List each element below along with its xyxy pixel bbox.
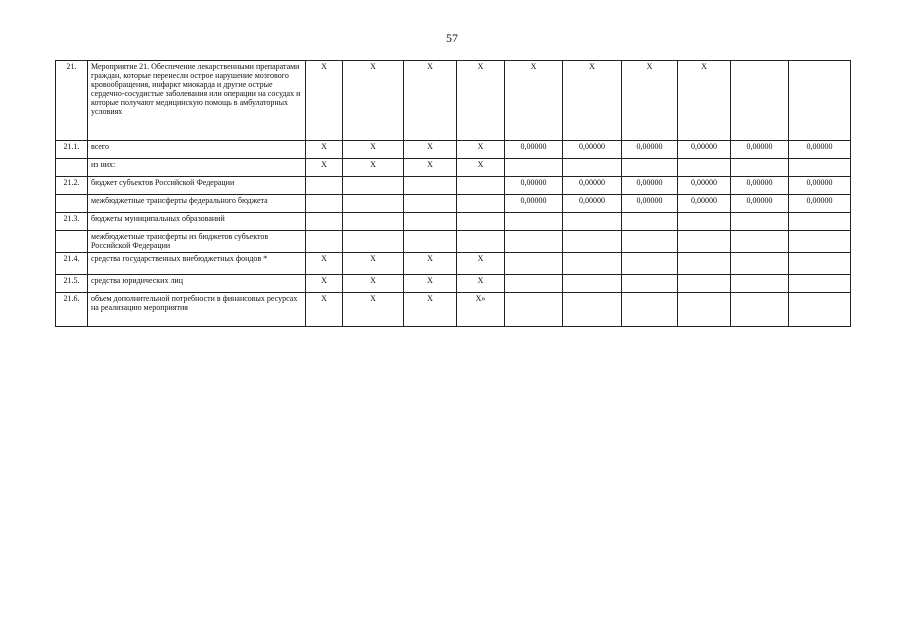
table-cell: 0,00000 <box>622 177 678 195</box>
row-title: из них: <box>88 159 306 177</box>
table-cell <box>404 213 457 231</box>
table-cell <box>789 293 851 327</box>
table-cell: 0,00000 <box>789 195 851 213</box>
table-cell <box>505 253 563 275</box>
table-cell: Х <box>622 61 678 141</box>
table-row <box>56 275 851 293</box>
table-cell <box>731 213 789 231</box>
table-cell <box>306 213 343 231</box>
table-cell <box>789 61 851 141</box>
row-title: средства государственных внебюджетных фондов * <box>88 253 306 275</box>
table-cell: Х <box>343 61 404 141</box>
table-cell: 0,00000 <box>678 141 731 159</box>
table-cell: 0,00000 <box>505 141 563 159</box>
table-cell: 0,00000 <box>563 177 622 195</box>
table-cell <box>457 231 505 253</box>
table-cell: 0,00000 <box>622 195 678 213</box>
table-cell: Х <box>306 293 343 327</box>
table-cell <box>622 253 678 275</box>
table-cell <box>306 177 343 195</box>
table-cell: Х <box>343 275 404 293</box>
table-cell: Х <box>457 61 505 141</box>
row-title: Мероприятие 21. Обеспечение лекарственными препаратами граждан, которые перенесли острое нарушение мозгового кровообращения, инфаркт миокарда и другие острые сердечно-сосудистые заболевания или операции на сосудах и которые получают медицинскую помощь в амбулаторных условиях <box>88 61 306 141</box>
table-cell <box>789 231 851 253</box>
table-cell <box>789 253 851 275</box>
table-cell: Х <box>457 275 505 293</box>
table-cell: 0,00000 <box>789 177 851 195</box>
table-cell: Х <box>306 275 343 293</box>
table-cell <box>306 195 343 213</box>
table-cell <box>678 293 731 327</box>
table-cell: Х <box>306 253 343 275</box>
row-number: 21.6. <box>56 293 88 327</box>
table-cell: 0,00000 <box>731 195 789 213</box>
table-cell <box>404 195 457 213</box>
table-cell <box>622 293 678 327</box>
table-cell: Х <box>457 253 505 275</box>
table-cell <box>457 177 505 195</box>
table-cell: Х <box>563 61 622 141</box>
table-cell <box>306 231 343 253</box>
table-cell: Х <box>404 293 457 327</box>
table-cell: Х <box>404 253 457 275</box>
row-title: всего <box>88 141 306 159</box>
table-cell <box>622 231 678 253</box>
table-cell: 0,00000 <box>731 141 789 159</box>
table-row <box>56 253 851 275</box>
table-cell: 0,00000 <box>505 177 563 195</box>
row-number: 21.3. <box>56 213 88 231</box>
table-cell <box>563 231 622 253</box>
table-cell: Х <box>343 253 404 275</box>
table-row <box>56 293 851 327</box>
table-cell <box>563 213 622 231</box>
table-cell <box>678 159 731 177</box>
table-row <box>56 141 851 159</box>
row-title: межбюджетные трансферты из бюджетов субъектов Российской Федерации <box>88 231 306 253</box>
table-cell <box>505 293 563 327</box>
table-row <box>56 231 851 253</box>
table-cell: Х <box>306 159 343 177</box>
table-cell <box>731 275 789 293</box>
row-title: средства юридических лиц <box>88 275 306 293</box>
table-cell <box>622 275 678 293</box>
row-number: 21. <box>56 61 88 141</box>
row-title: объем дополнительной потребности в финансовых ресурсах на реализацию мероприятия <box>88 293 306 327</box>
page-number: 57 <box>446 31 458 45</box>
table-cell <box>505 275 563 293</box>
table-cell: Х <box>343 141 404 159</box>
budget-table <box>55 60 851 327</box>
table-cell <box>404 231 457 253</box>
table-cell <box>731 159 789 177</box>
table-cell <box>563 275 622 293</box>
table-cell: 0,00000 <box>622 141 678 159</box>
table-cell: 0,00000 <box>678 195 731 213</box>
table-cell <box>678 231 731 253</box>
row-number <box>56 159 88 177</box>
table-cell: Х <box>306 141 343 159</box>
table-cell <box>505 159 563 177</box>
table-cell: Х <box>306 61 343 141</box>
table-cell <box>678 213 731 231</box>
row-title: бюджет субъектов Российской Федерации <box>88 177 306 195</box>
table-row <box>56 195 851 213</box>
row-number: 21.5. <box>56 275 88 293</box>
table-cell: Х <box>404 61 457 141</box>
table-cell <box>343 231 404 253</box>
table-cell <box>731 231 789 253</box>
table-cell <box>343 177 404 195</box>
table-cell <box>505 231 563 253</box>
table-cell <box>343 213 404 231</box>
row-number <box>56 195 88 213</box>
table-cell <box>789 213 851 231</box>
table-cell <box>404 177 457 195</box>
table-cell: 0,00000 <box>789 141 851 159</box>
table-cell: 0,00000 <box>678 177 731 195</box>
table-cell: Х <box>457 141 505 159</box>
table-cell <box>457 213 505 231</box>
table-cell <box>563 253 622 275</box>
row-title: бюджеты муниципальных образований <box>88 213 306 231</box>
table-cell <box>505 213 563 231</box>
row-number <box>56 231 88 253</box>
table-cell <box>563 293 622 327</box>
table-body <box>56 61 851 327</box>
table-cell <box>789 275 851 293</box>
table-cell <box>731 61 789 141</box>
table-row <box>56 159 851 177</box>
table-cell <box>622 213 678 231</box>
table-cell <box>563 159 622 177</box>
row-number: 21.4. <box>56 253 88 275</box>
row-number: 21.1. <box>56 141 88 159</box>
table-cell: Х <box>457 159 505 177</box>
table-cell: 0,00000 <box>563 141 622 159</box>
table-cell: 0,00000 <box>505 195 563 213</box>
table-cell: 0,00000 <box>731 177 789 195</box>
table-cell: Х <box>343 293 404 327</box>
table-cell: Х <box>404 275 457 293</box>
table-cell <box>789 159 851 177</box>
table-cell <box>457 195 505 213</box>
table-row <box>56 177 851 195</box>
table-cell: Х <box>404 159 457 177</box>
table-cell <box>343 195 404 213</box>
table-cell: Х <box>343 159 404 177</box>
table-row <box>56 213 851 231</box>
table-cell: 0,00000 <box>563 195 622 213</box>
table-cell <box>731 293 789 327</box>
table-cell <box>678 275 731 293</box>
table-cell: Х <box>505 61 563 141</box>
table-cell: Х <box>678 61 731 141</box>
table-cell <box>622 159 678 177</box>
table-row <box>56 61 851 141</box>
table-cell: Х» <box>457 293 505 327</box>
row-number: 21.2. <box>56 177 88 195</box>
table-cell <box>731 253 789 275</box>
table-cell <box>678 253 731 275</box>
row-title: межбюджетные трансферты федерального бюджета <box>88 195 306 213</box>
table-cell: Х <box>404 141 457 159</box>
